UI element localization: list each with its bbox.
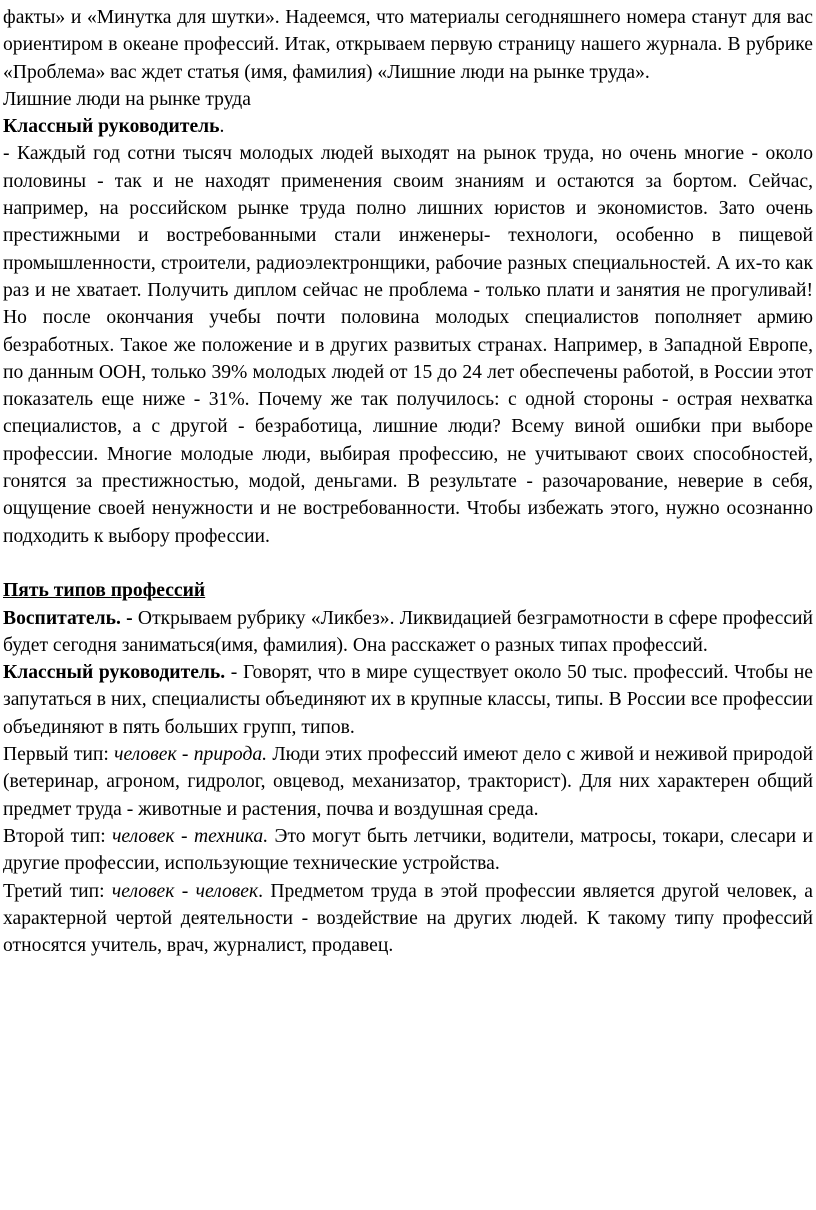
teacher-speaker: Классный руководитель. [3, 662, 226, 684]
educator-text: Открываем рубрику «Ликбез». Ликвидацией безграмотности в сфере профессий будет сегодня заниматься(имя, фамилия). Она расскажет о разных типах профессий. [3, 607, 814, 656]
intro-paragraph: факты» и «Минутка для шутки». Надеемся, что материалы сегодняшнего номера станут для вас ориентиром в океане профессий. Итак, открываем первую страницу нашего журнала. В рубрике «Проблема» вас ждет статья (имя, фамилия) «Лишние люди на рынке труда». [3, 7, 813, 83]
teacher-text: - Говорят, что в мире существует около 50 тыс. профессий. Чтобы не запутаться в них, специалисты объединяют их в крупные классы, типы. В России все профессии объединяют в пять больших групп, типов. [3, 662, 814, 738]
type-name: человек - техника. [112, 825, 269, 847]
type-label: Третий тип: [3, 880, 112, 902]
blank-line [3, 550, 813, 577]
educator-speaker: Воспитатель. - [3, 607, 133, 629]
type-label: Второй тип: [3, 825, 113, 847]
speaker-name: Классный руководитель [3, 116, 220, 138]
speaker-suffix: . [219, 116, 225, 138]
section-heading-line [3, 577, 813, 604]
type-text: Это могут быть летчики, водители, матросы, токари, слесари и другие профессии, использующие технические устройства. [3, 825, 814, 875]
type-paragraph-1 [3, 741, 813, 823]
article-body: - Каждый год сотни тысяч молодых людей выходят на рынок труда, но очень многие - около половины - так и не находят применения своим знаниям и остаются за бортом. Сейчас, например, на российском рынке труда полно лишних юристов и экономистов. Зато очень престижными и востребованными стали инженеры- технологи, особенно в пищевой промышленности, строители, радиоэлектронщики, рабочие разных специальностей. А их-то как раз и не хватает. Получить диплом сейчас не проблема - только плати и занятия не прогуливай! Но после окончания учебы почти половина молодых специалистов пополняет армию безработных. Такое же положение и в других развитых странах. Например, в Западной Европе, по данным ООН, только 39% молодых людей от 15 до 24 лет обеспечены работой, в России этот показатель еще ниже - 31%. Почему же так получилось: с одной стороны - острая нехватка специалистов, а с другой - безработица, лишние люди? Всему виной ошибки при выборе профессии. Многие молодые люди, выбирая профессию, не учитывают своих способностей, гонятся за престижностью, модой, деньгами. В результате - разочарование, неверие в себя, ощущение своей ненужности и не востребованности. Чтобы избежать этого, нужно осознанно подходить к выбору профессии. [3, 143, 813, 547]
type-paragraph-2 [3, 823, 813, 878]
type-text: Люди этих профессий имеют дело с живой и неживой природой (ветеринар, агроном, гидролог, овцевод, механизатор, тракторист). Для них характерен общий предмет труда - животные и растения, почва и воздушная среда. [3, 744, 813, 820]
teacher-paragraph [3, 659, 813, 741]
educator-paragraph [3, 605, 813, 660]
type-label: Первый тип: [3, 744, 115, 766]
type-name: человек - человек [111, 880, 259, 902]
article-title: Лишние люди на рынке труда [3, 88, 251, 110]
section-heading: Пять типов профессий [3, 580, 206, 602]
type-text: . Предметом труда в этой профессии является другой человек, а характерной чертой деятельности - воздействие на других людей. К такому типу профессий относятся учитель, врач, журналист, продавец. [3, 880, 813, 957]
type-paragraph-3 [3, 878, 813, 960]
type-name: человек - природа. [114, 744, 268, 766]
speaker-line [3, 113, 813, 140]
